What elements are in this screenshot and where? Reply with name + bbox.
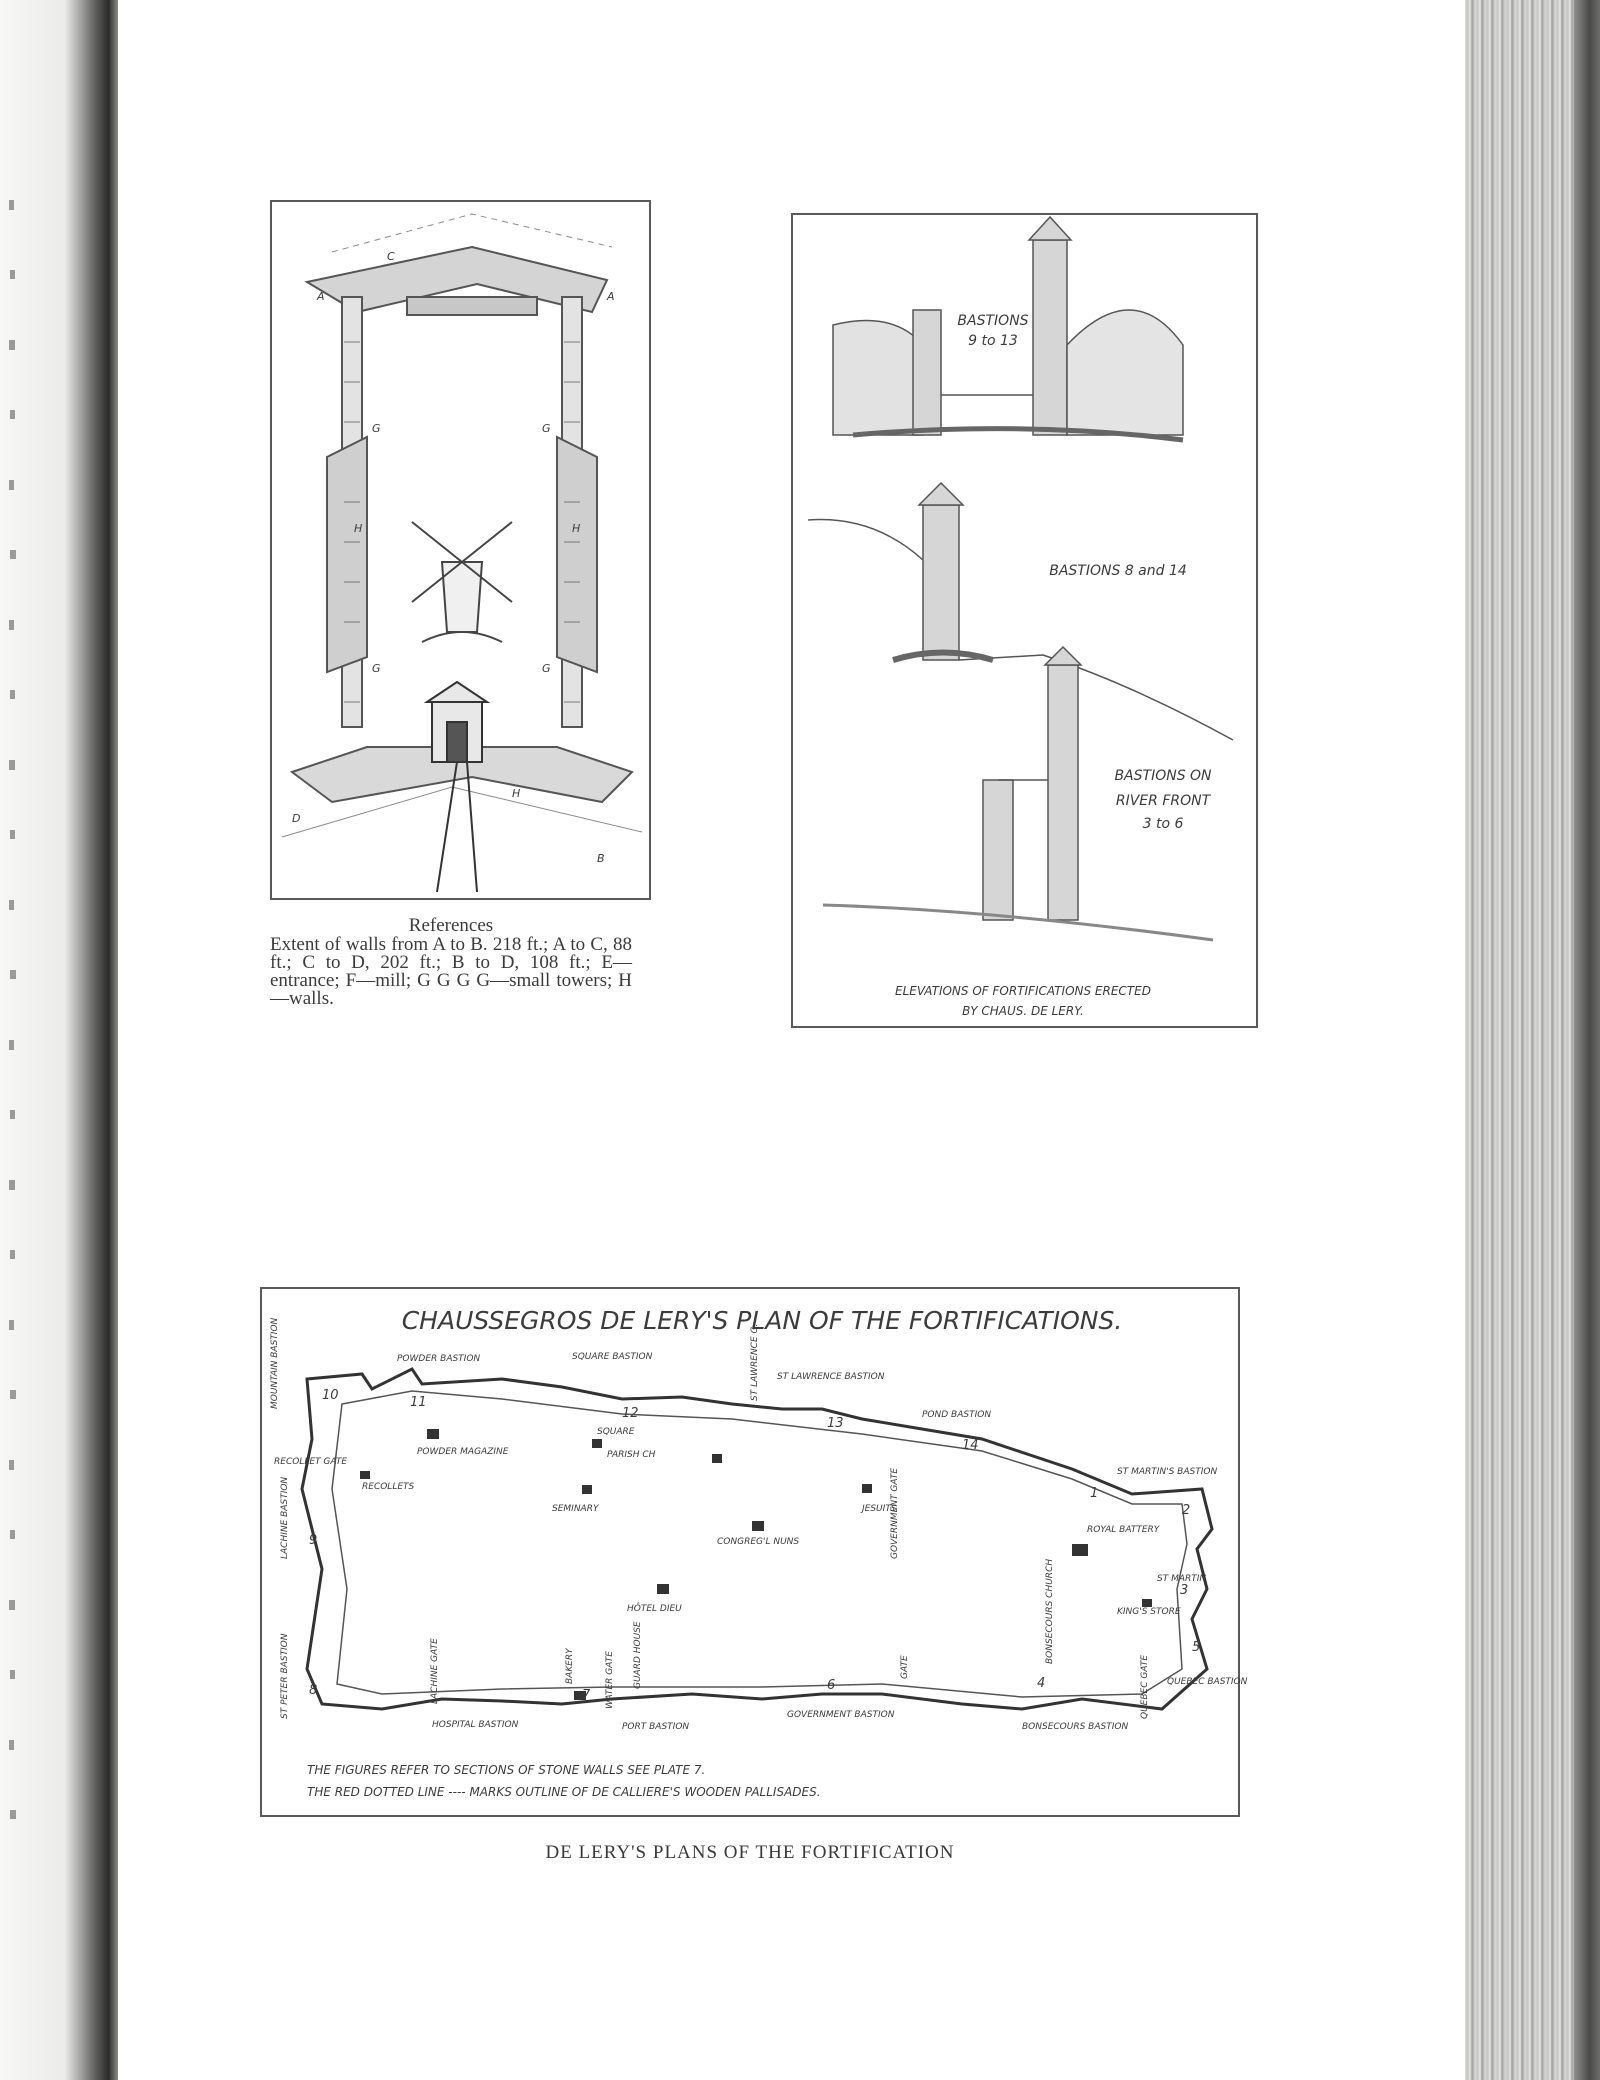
section-10: 10 — [322, 1388, 339, 1403]
plate-caption: DE LERY'S PLANS OF THE FORTIFICATION — [545, 1842, 955, 1863]
section-3: 3 — [1180, 1583, 1189, 1598]
building-markers — [360, 1429, 1152, 1700]
elevation-label-3b: RIVER FRONT — [1115, 793, 1211, 809]
fort-label-b: B — [597, 852, 605, 865]
label-lachine-gate: LACHINE GATE — [430, 1638, 440, 1704]
label-quebec-gate: QUEBEC GATE — [1140, 1654, 1150, 1719]
label-recollet-gate: RECOLLET GATE — [274, 1457, 348, 1467]
references-text: Extent of walls from A to B. 218 ft.; A to C, 88 ft.; C to D, 202 ft.; B to D, 108 ft.; E—entrance; F—mill; G G G G—small towers; H—walls. — [270, 934, 632, 1009]
elevation-label-3a: BASTIONS ON — [1114, 768, 1212, 784]
references-title: References — [408, 915, 494, 936]
section-14: 14 — [962, 1438, 979, 1453]
label-guard-house: GUARD HOUSE — [633, 1621, 643, 1689]
page-edges — [1465, 0, 1600, 2080]
label-lachine-bastion: LACHINE BASTION — [280, 1476, 290, 1559]
section-11: 11 — [410, 1395, 427, 1410]
fort-plan-drawing — [270, 200, 651, 900]
label-congregational-nuns: CONGREG'L NUNS — [717, 1537, 800, 1547]
section-6: 6 — [827, 1678, 836, 1693]
elevation-label-1a: BASTIONS — [957, 313, 1029, 329]
fort-label-h3: H — [512, 787, 521, 800]
city-plan-title: CHAUSSEGROS DE LERY'S PLAN OF THE FORTIFICATIONS. — [401, 1306, 1123, 1335]
label-quebec-bastion: QUEBEC BASTION — [1167, 1677, 1248, 1687]
elevation-label-1b: 9 to 13 — [968, 333, 1018, 349]
plan-note-2: THE RED DOTTED LINE ---- MARKS OUTLINE OF DE CALLIERE'S WOODEN PALLISADES. — [307, 1785, 821, 1799]
label-st-peter-bastion: ST PETER BASTION — [280, 1633, 290, 1719]
fort-label-a2: A — [607, 290, 615, 303]
label-st-lawrence-bastion: ST LAWRENCE BASTION — [777, 1372, 885, 1382]
fort-label-g3: G — [372, 662, 381, 675]
label-mountain-bastion: MOUNTAIN BASTION — [270, 1317, 280, 1409]
label-seminary: SEMINARY — [552, 1504, 599, 1514]
elevations-caption-2: BY CHAUS. DE LERY. — [962, 1004, 1084, 1018]
section-12: 12 — [622, 1406, 639, 1421]
label-square-bastion: SQUARE BASTION — [572, 1352, 653, 1362]
section-7: 7 — [582, 1688, 591, 1703]
fort-label-g4: G — [542, 662, 551, 675]
label-bakery: BAKERY — [565, 1648, 575, 1684]
label-gate: GATE — [900, 1655, 910, 1679]
fort-plan-svg — [272, 202, 649, 898]
elevation-label-3c: 3 to 6 — [1142, 816, 1184, 832]
section-1: 1 — [1090, 1486, 1099, 1501]
elevation-label-2: BASTIONS 8 and 14 — [1049, 563, 1187, 579]
bleed-through-marks — [6, 200, 20, 1840]
label-st-martins-bastion: ST MARTIN'S BASTION — [1117, 1467, 1218, 1477]
city-plan-svg — [262, 1289, 1248, 1815]
book-gutter — [0, 0, 118, 2080]
fort-label-g1: G — [372, 422, 381, 435]
fort-label-g2: G — [542, 422, 551, 435]
windmill — [412, 522, 512, 642]
elevations-caption-1: ELEVATIONS OF FORTIFICATIONS ERECTED — [895, 984, 1151, 998]
label-bonsecours-bastion: BONSECOURS BASTION — [1022, 1722, 1129, 1732]
label-recollets: RECOLLETS — [362, 1482, 415, 1492]
gatehouse — [427, 682, 487, 892]
references-caption — [270, 917, 632, 1008]
section-8: 8 — [309, 1683, 318, 1698]
section-2: 2 — [1182, 1503, 1191, 1518]
section-9: 9 — [309, 1533, 318, 1548]
label-square: SQUARE — [597, 1427, 635, 1437]
elevations-svg — [793, 215, 1256, 1026]
book-cover-edge — [1574, 0, 1600, 2080]
label-kings-store: KING'S STORE — [1117, 1607, 1181, 1617]
label-pond-bastion: POND BASTION — [922, 1410, 992, 1420]
label-parish-church: PARISH CH — [607, 1450, 656, 1460]
label-royal-battery: ROYAL BATTERY — [1087, 1525, 1160, 1535]
label-port-bastion: PORT BASTION — [622, 1722, 690, 1732]
label-st-martin: ST MARTIN — [1157, 1574, 1207, 1584]
plan-note-1: THE FIGURES REFER TO SECTIONS OF STONE WALLS SEE PLATE 7. — [307, 1763, 706, 1777]
label-bonsecours-church: BONSECOURS CHURCH — [1045, 1558, 1055, 1664]
label-government-bastion: GOVERNMENT BASTION — [787, 1710, 895, 1720]
label-powder-bastion: POWDER BASTION — [397, 1354, 481, 1364]
fort-label-h1: H — [354, 522, 363, 535]
label-hotel-dieu: HÔTEL DIEU — [627, 1604, 682, 1614]
label-government-gate: GOVERNMENT GATE — [890, 1467, 900, 1559]
elevations-drawing — [791, 213, 1258, 1028]
city-fortification-plan — [260, 1287, 1248, 1817]
label-hospital-bastion: HOSPITAL BASTION — [432, 1720, 519, 1730]
label-powder-magazine: POWDER MAGAZINE — [417, 1447, 509, 1457]
section-13: 13 — [827, 1416, 844, 1431]
section-4: 4 — [1037, 1676, 1046, 1691]
fort-label-c: C — [387, 250, 395, 263]
label-jesuits: JESUITS — [862, 1504, 897, 1514]
label-water-gate: WATER GATE — [605, 1651, 615, 1709]
fort-label-a1: A — [317, 290, 325, 303]
fort-label-h2: H — [572, 522, 581, 535]
section-5: 5 — [1192, 1640, 1201, 1655]
fort-label-d: D — [292, 812, 301, 825]
elevation-bastions-8-14 — [808, 483, 1233, 740]
label-st-lawrence-gate: ST LAWRENCE G. — [750, 1323, 760, 1401]
